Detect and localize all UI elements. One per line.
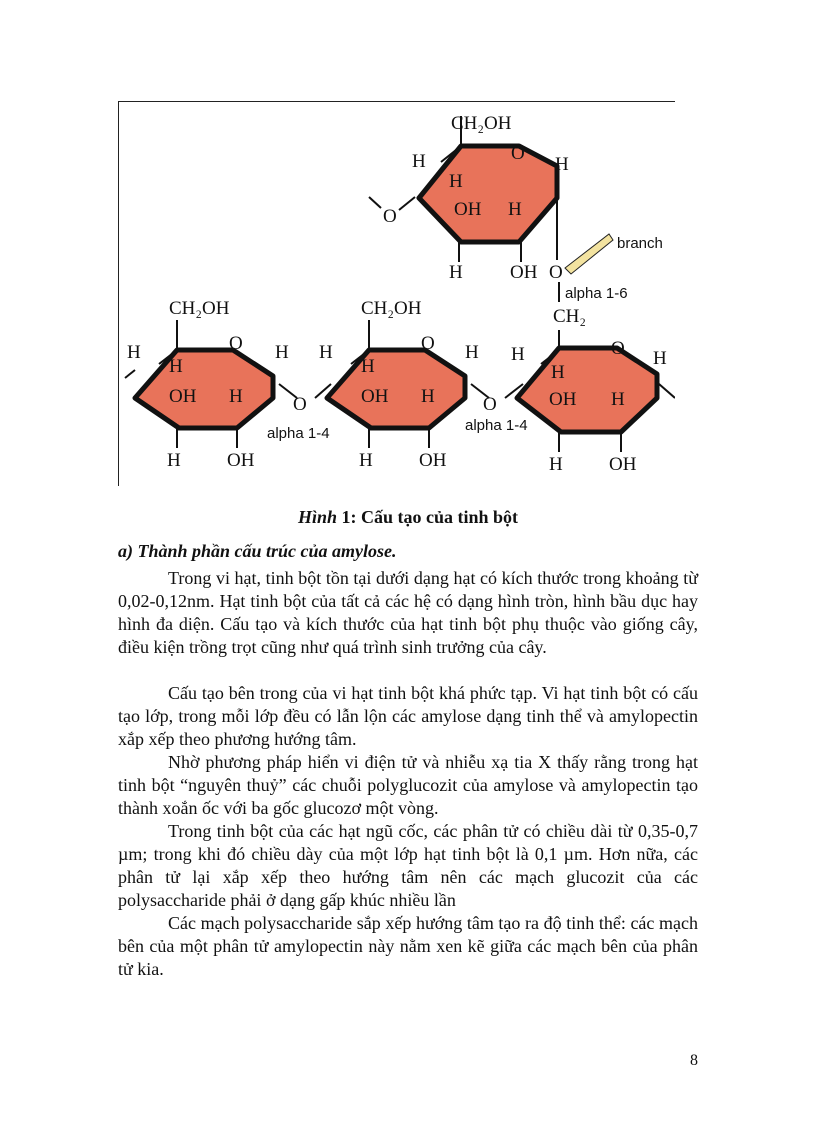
ring-oxygen-label: O xyxy=(229,333,243,354)
glucose-ring-left xyxy=(125,298,297,471)
oh-label: OH xyxy=(419,450,447,471)
h-label: H xyxy=(551,362,565,383)
h-label: H xyxy=(421,386,435,407)
oxygen-label: O xyxy=(383,206,397,227)
h-label: H xyxy=(167,450,181,471)
h-label: H xyxy=(412,151,426,172)
h-label: H xyxy=(361,356,375,377)
glucose-ring-top xyxy=(369,113,569,283)
caption-text: 1: Cấu tạo của tinh bột xyxy=(337,507,519,527)
ch2oh-label: CH₂OH xyxy=(169,298,230,319)
h-label: H xyxy=(508,199,522,220)
oh-label: OH xyxy=(609,454,637,475)
page-number: 8 xyxy=(690,1052,698,1069)
alpha-1-4-label: alpha 1-4 xyxy=(267,425,330,442)
paragraph: Cấu tạo bên trong của vi hạt tinh bột khá phức tạp. Vi hạt tinh bột có cấu tạo lớp, trong mỗi lớp đều có lẫn lộn các amylose dạng tinh thể và amylopectin xắp xếp theo phương hướng tâm. xyxy=(118,683,698,749)
paragraph: Trong tinh bột của các hạt ngũ cốc, các phân tử có chiều dài từ 0,35-0,7 µm; trong khi đó chiều dày của một lớp hạt tinh bột là 0,1 µm. Hơn nữa, các phân tử lại xắp xếp theo hướng tâm nên các mạch glucozit của các polysaccharide phải ở dạng gấp khúc nhiều lần xyxy=(118,821,698,910)
glucose-ring-middle xyxy=(319,298,489,471)
glucose-chain-diagram xyxy=(119,102,675,486)
branch-label: branch xyxy=(617,235,663,252)
h-label: H xyxy=(511,344,525,365)
alpha-1-6-label: alpha 1-6 xyxy=(565,285,628,302)
h-label: H xyxy=(127,342,141,363)
oh-label: OH xyxy=(454,199,482,220)
glycosidic-oxygen-label: O xyxy=(293,394,307,415)
ring-oxygen-label: O xyxy=(611,338,625,359)
h-label: H xyxy=(653,348,667,369)
h-label: H xyxy=(359,450,373,471)
h-label: H xyxy=(449,262,463,283)
caption-prefix: Hình xyxy=(297,507,337,527)
h-label: H xyxy=(465,342,479,363)
h-label: H xyxy=(555,154,569,175)
glucose-ring-right xyxy=(511,306,675,475)
h-label: H xyxy=(611,389,625,410)
oh-label: OH xyxy=(169,386,197,407)
paragraph: Trong vi hạt, tinh bột tồn tại dưới dạng hạt có kích thước trong khoảng từ 0,02-0,12nm. Hạt tinh bột của tất cả các hệ có dạng hình tròn, hình bầu dục hay hình đa diện. Cấu tạo và kích thước của hạt tinh bột phụ thuộc vào giống cây, điều kiện trồng trọt cũng như quá trình sinh trưởng của cây. xyxy=(118,568,698,657)
branch-pointer-icon xyxy=(565,234,613,274)
starch-structure-figure xyxy=(118,101,675,486)
h-label: H xyxy=(229,386,243,407)
glycosidic-oxygen-label: O xyxy=(549,262,563,283)
h-label: H xyxy=(319,342,333,363)
oh-label: OH xyxy=(510,262,538,283)
oh-label: OH xyxy=(549,389,577,410)
h-label: H xyxy=(449,171,463,192)
oh-label: OH xyxy=(361,386,389,407)
h-label: H xyxy=(169,356,183,377)
oh-label: OH xyxy=(227,450,255,471)
ring-oxygen-label: O xyxy=(421,333,435,354)
h-label: H xyxy=(549,454,563,475)
glycosidic-oxygen-label: O xyxy=(483,394,497,415)
alpha-1-4-label: alpha 1-4 xyxy=(465,417,528,434)
figure-caption xyxy=(0,507,816,528)
ch2-label: CH₂ xyxy=(553,306,587,327)
ch2oh-label: CH₂OH xyxy=(451,113,512,134)
section-title: a) Thành phần cấu trúc của amylose. xyxy=(118,541,397,561)
ring-oxygen-label: O xyxy=(511,143,525,164)
paragraph: Nhờ phương pháp hiển vi điện tử và nhiễu xạ tia X thấy rằng trong hạt tinh bột “nguyên thuỷ” các chuỗi polyglucozit của amylose và amylopectin tạo thành xoắn ốc với ba gốc glucozơ một vòng. xyxy=(118,752,698,818)
ch2oh-label: CH₂OH xyxy=(361,298,422,319)
h-label: H xyxy=(275,342,289,363)
paragraph: Các mạch polysaccharide sắp xếp hướng tâm tạo ra độ tinh thể: các mạch bên của một phân tử amylopectin này nằm xen kẽ giữa các mạch bên của phân tử kia. xyxy=(118,913,698,979)
